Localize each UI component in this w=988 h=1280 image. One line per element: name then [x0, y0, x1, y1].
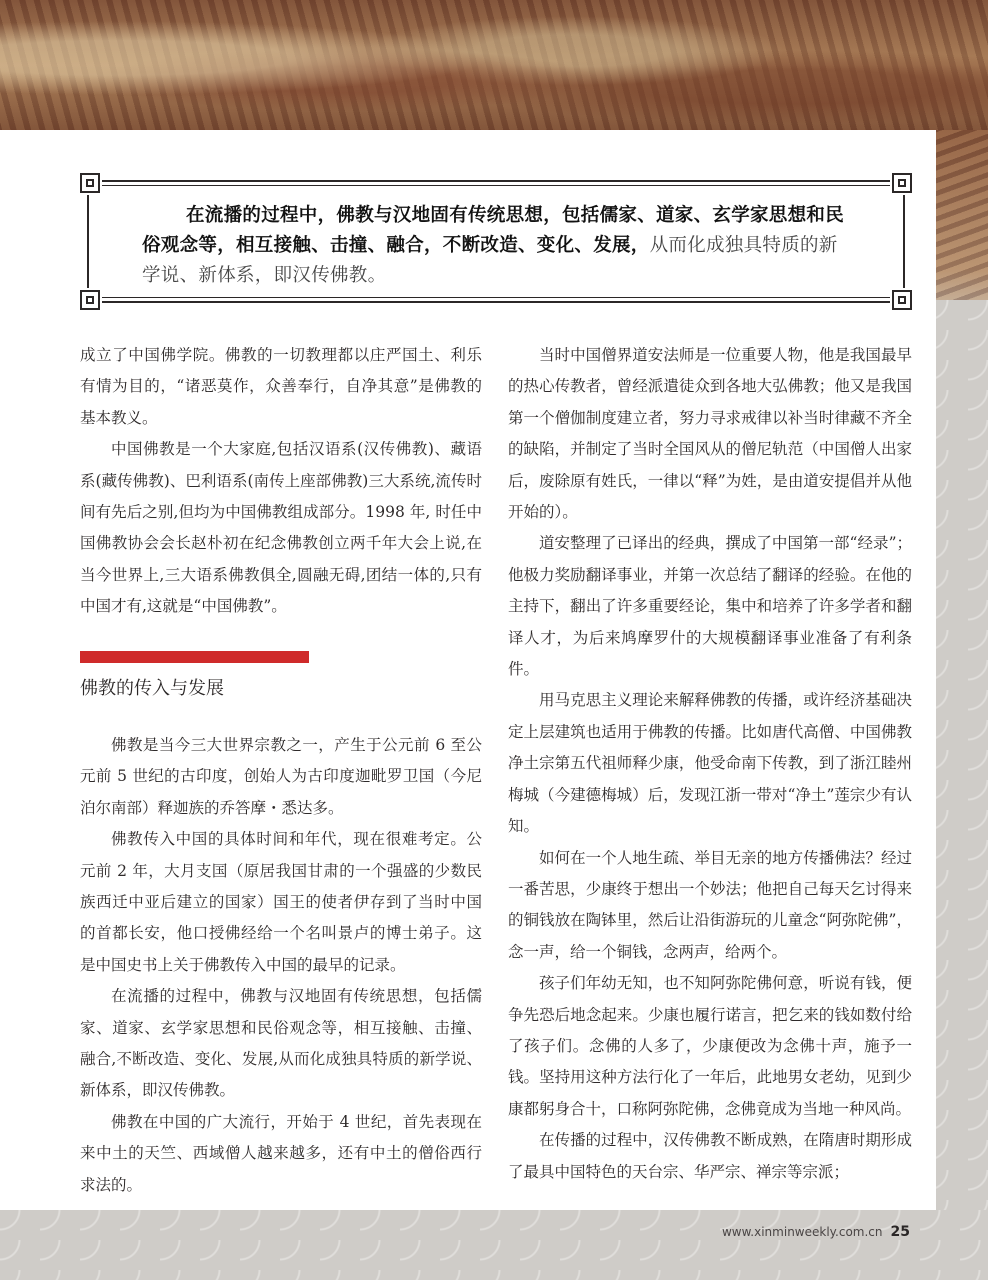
paragraph: 佛教传入中国的具体时间和年代，现在很难考定。公元前 2 年，大月支国（原居我国甘肃的一个强盛的少数民族西迁中亚后建立的国家）国王的使者伊存到了当时中国的首都长安，他口授佛经给一个名叫景卢的博士弟子。这是中国史书上关于佛教传入中国的最早的记录。	[80, 830, 482, 974]
frame-line	[87, 195, 89, 288]
paragraph: 在流播的过程中，佛教与汉地固有传统思想，包括儒家、道家、玄学家思想和民俗观念等，相互接触、击撞、融合,不断改造、变化、发展,从而化成独具特质的新学说、新体系，即汉传佛教。	[80, 987, 482, 1100]
page-footer	[722, 1224, 910, 1240]
wave-pattern-right	[928, 300, 988, 1280]
paragraph: 在传播的过程中，汉传佛教不断成熟，在隋唐时期形成了最具中国特色的天台宗、华严宗、禅宗等宗派；	[508, 1131, 912, 1181]
paragraph: 道安整理了已译出的经典，撰成了中国第一部“经录”；他极力奖励翻译事业，并第一次总结了翻译的经验。在他的主持下，翻出了许多重要经论，集中和培养了许多学者和翻译人才，为后来鸠摩罗什的大规模翻译事业准备了有利条件。	[508, 534, 912, 679]
wave-pattern-bottom	[0, 1210, 988, 1280]
frame-line	[102, 185, 890, 186]
pull-quote	[142, 201, 852, 291]
pull-quote-bold: 在流播的过程中，佛教与汉地固有传统思想，包括儒家、道家、玄学家思想和民俗观念等，相互接触、击撞、融合，不断改造、变化、发展，	[142, 205, 845, 256]
paragraph: 佛教在中国的广大流行，开始于 4 世纪，首先表现在来中土的天竺、西域僧人越来越多，还有中土的僧俗西行求法的。	[80, 1112, 482, 1194]
paragraph: 佛教是当今三大世界宗教之一，产生于公元前 6 至公元前 5 世纪的古印度，创始人为古印度迦毗罗卫国（今尼泊尔南部）释迦族的乔答摩・悉达多。	[80, 736, 482, 817]
section-title: 佛教的传入与发展	[80, 678, 224, 699]
frame-corner-ornament	[80, 290, 100, 310]
frame-corner-ornament	[892, 290, 912, 310]
section-accent-bar	[80, 651, 309, 663]
paragraph: 孩子们年幼无知，也不知阿弥陀佛何意，听说有钱，便争先恐后地念起来。少康也履行诺言，把乞来的钱如数付给了孩子们。念佛的人多了，少康便改为念佛十声，施予一钱。坚持用这种方法行化了一年后，此地男女老幼，见到少康都躬身合十，口称阿弥陀佛，念佛竟成为当地一种风尚。	[508, 974, 912, 1118]
paragraph: 用马克思主义理论来解释佛教的传播，或许经济基础决定上层建筑也适用于佛教的传播。比如唐代高僧、中国佛教净土宗第五代祖师释少康，他受命南下传教，到了浙江睦州梅城（今建德梅城）后，发现江浙一带对“净土”莲宗少有认知。	[508, 691, 912, 836]
pull-quote-frame	[80, 173, 912, 310]
frame-corner-ornament	[80, 173, 100, 193]
frame-line	[903, 195, 905, 288]
paragraph: 成立了中国佛学院。佛教的一切教理都以庄严国土、利乐有情为目的，“诸恶莫作，众善奉行，自净其意”是佛教的基本教义。	[80, 346, 482, 427]
header-mural-image	[0, 0, 988, 145]
page-number: 25	[890, 1224, 910, 1240]
frame-line	[102, 180, 890, 182]
paragraph: 中国佛教是一个大家庭,包括汉语系(汉传佛教)、藏语系(藏传佛教)、巴利语系(南传上座部佛教)三大系统,流传时间有先后之别,但均为中国佛教组成部分。1998 年, 时任中国佛教协会会长赵朴初在纪念佛教创立两千年大会上说,在当今世界上,三大语系佛教俱全,圆融无碍,团结一体的,只有中国才有,这就是“中国佛教”。	[80, 440, 482, 616]
paragraph: 当时中国僧界道安法师是一位重要人物，他是我国最早的热心传教者，曾经派遣徒众到各地大弘佛教；他又是我国第一个僧伽制度建立者，努力寻求戒律以补当时律藏不齐全的缺陷，并制定了当时全国风从的僧尼轨范（中国僧人出家后，废除原有姓氏，一律以“释”为姓，是由道安提倡并从他开始的）。	[508, 346, 912, 522]
frame-line	[102, 301, 890, 303]
frame-line	[102, 297, 890, 298]
left-column-bottom	[80, 730, 482, 1201]
footer-url: www.xinminweekly.com.cn	[721, 1225, 883, 1239]
left-column-top	[80, 340, 482, 623]
frame-corner-ornament	[892, 173, 912, 193]
right-column	[508, 340, 912, 1188]
pull-quote-light: 从而化成独具特质的新学说、新体系，即汉传佛教。	[142, 235, 838, 286]
paragraph: 如何在一个人地生疏、举目无亲的地方传播佛法？经过一番苦思，少康终于想出一个妙法；他把自己每天乞讨得来的铜钱放在陶钵里，然后让沿街游玩的儿童念“阿弥陀佛”，念一声，给一个铜钱，念两声，给两个。	[508, 848, 912, 961]
